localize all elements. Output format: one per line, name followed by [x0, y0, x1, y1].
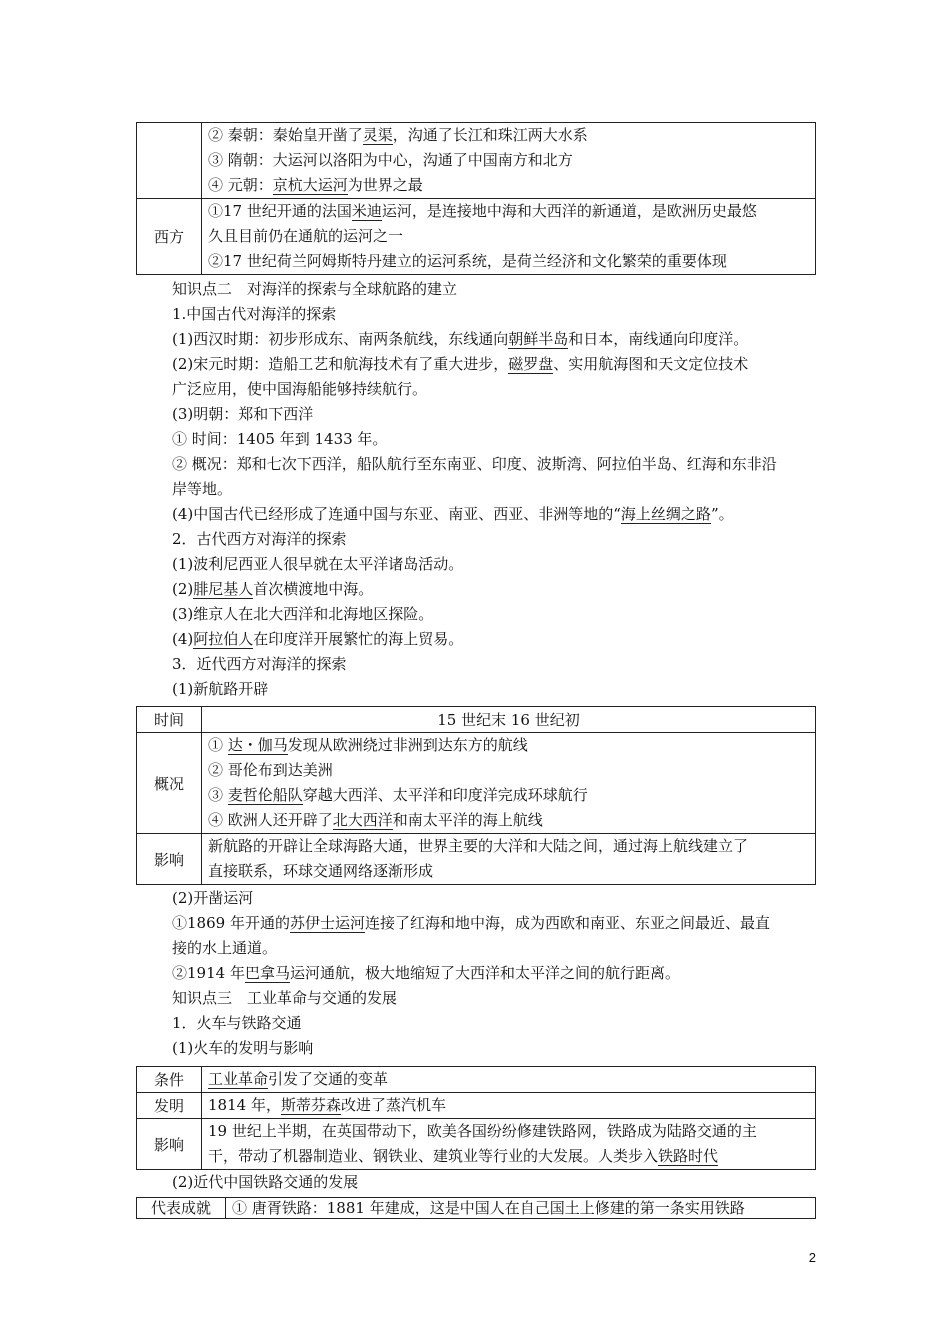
text-segment: (1)波利尼西亚人很早就在太平洋诸岛活动。	[172, 555, 464, 573]
section-2-intro	[136, 277, 816, 352]
text-segment: ③	[208, 786, 228, 804]
text-segment: ①1869 年开通的	[172, 914, 290, 932]
railway-row	[137, 1119, 816, 1170]
text-segment: 19 世纪上半期，在英国带动下，欧美各国纷纷修建铁路网，铁路成为陆路交通的主	[208, 1122, 757, 1140]
text-line	[136, 1011, 816, 1036]
achievements-table	[136, 1197, 816, 1219]
section-3-paragraphs	[136, 961, 816, 1061]
railway-row-label: 影响	[137, 1119, 202, 1170]
text-segment: 岸等地。	[172, 480, 233, 498]
text-segment: 在印度洋开展繁忙的海上贸易。	[253, 630, 464, 648]
text-line	[136, 936, 816, 961]
text-segment: 引发了交通的变革	[268, 1070, 389, 1088]
text-line	[136, 402, 816, 427]
maritime-west-paragraphs	[136, 502, 816, 702]
text-segment: 和南太平洋的海上航线	[392, 811, 543, 829]
underlined-key-term: 达・伽马	[227, 736, 288, 754]
text-segment: ② 秦朝：秦始皇开凿了	[208, 126, 363, 144]
underlined-key-term: 巴拿马	[244, 964, 290, 982]
underlined-key-term: 海上丝绸之路	[620, 505, 711, 523]
text-line	[136, 527, 816, 552]
new-routes-row-label: 概况	[137, 733, 202, 834]
text-line	[136, 911, 816, 936]
text-line	[208, 1093, 815, 1118]
underlined-key-term: 磁罗盘	[508, 355, 554, 373]
text-line	[208, 834, 815, 859]
text-line	[208, 1144, 815, 1169]
page-number: 2	[808, 1250, 816, 1265]
text-line	[136, 602, 816, 627]
china-railway-heading	[136, 1170, 816, 1195]
new-routes-row-label: 影响	[137, 834, 202, 885]
new-routes-table	[136, 706, 816, 885]
underlined-key-term: 铁路时代	[658, 1147, 719, 1165]
text-segment: 为世界之最	[347, 176, 423, 194]
railway-row	[137, 1067, 816, 1093]
text-segment: ②1914 年	[172, 964, 245, 982]
underlined-key-term: 麦哲伦船队	[227, 786, 303, 804]
text-segment: 1.中国古代对海洋的探索	[172, 305, 337, 323]
canal-row-label	[137, 123, 202, 199]
zhenghe-overview-paragraph	[136, 452, 816, 502]
text-segment: 1．火车与铁路交通	[172, 1014, 302, 1032]
text-line	[232, 1198, 815, 1218]
text-segment: ”。	[710, 505, 734, 523]
underlined-key-term: 斯蒂芬森	[280, 1096, 341, 1114]
text-segment: ②17 世纪荷兰阿姆斯特丹建立的运河系统，是荷兰经济和文化繁荣的重要体现	[208, 252, 727, 270]
suez-paragraph	[136, 911, 816, 961]
text-segment: ，沟通了长江和珠江两大水系	[392, 126, 588, 144]
text-line	[136, 377, 816, 402]
railway-row-label: 发明	[137, 1093, 202, 1119]
canal-row-west	[137, 199, 816, 275]
text-line	[136, 277, 816, 302]
text-segment: ② 哥伦布到达美洲	[208, 761, 333, 779]
new-routes-row-body	[202, 834, 816, 885]
text-segment: (2)近代中国铁路交通的发展	[172, 1173, 359, 1191]
text-segment: (3)明朝：郑和下西洋	[172, 405, 314, 423]
railway-row	[137, 1093, 816, 1119]
new-routes-head-value: 15 世纪末 16 世纪初	[202, 707, 816, 733]
text-line	[136, 652, 816, 677]
text-line	[136, 577, 816, 602]
text-segment: ③ 隋朝：大运河以洛阳为中心，沟通了中国南方和北方	[208, 151, 573, 169]
text-segment: (2)	[172, 580, 194, 598]
new-routes-row-body	[202, 733, 816, 834]
text-segment: 、实用航海图和天文定位技术	[553, 355, 749, 373]
text-segment: 直接联系，环球交通网络逐渐形成	[208, 862, 434, 880]
text-line	[208, 173, 815, 198]
text-segment: ①17 世纪开通的法国	[208, 202, 352, 220]
text-segment: (4)中国古代已经形成了连通中国与东亚、南亚、西亚、非洲等地的“	[172, 505, 621, 523]
text-segment: 2．古代西方对海洋的探索	[172, 530, 347, 548]
text-segment: 新航路的开辟让全球海路大通，世界主要的大洋和大陆之间，通过海上航线建立了	[208, 837, 749, 855]
text-segment: 穿越大西洋、太平洋和印度洋完成环球航行	[302, 786, 588, 804]
text-line	[208, 1119, 815, 1144]
text-segment: (2)开凿运河	[172, 889, 254, 907]
text-line	[136, 986, 816, 1011]
canal-row-label: 西方	[137, 199, 202, 275]
railway-row-body	[202, 1119, 816, 1170]
text-segment: 知识点二 对海洋的探索与全球航路的建立	[172, 280, 458, 298]
ming-paragraph	[136, 402, 816, 452]
text-segment: 干，带动了机器制造业、钢铁业、建筑业等行业的大发展。人类步入	[208, 1147, 659, 1165]
text-line	[136, 427, 816, 452]
text-line	[136, 677, 816, 702]
text-line	[208, 758, 815, 783]
text-line	[208, 123, 815, 148]
canal-row-body	[202, 199, 816, 275]
text-segment: (4)	[172, 630, 194, 648]
text-line	[208, 783, 815, 808]
underlined-key-term: 北大西洋	[332, 811, 393, 829]
new-routes-impact-row	[137, 834, 816, 885]
text-line	[208, 808, 815, 833]
text-segment: 接的水上通道。	[172, 939, 278, 957]
text-segment: 运河，是连接地中海和大西洋的新通道，是欧洲历史最悠	[381, 202, 757, 220]
text-line	[136, 502, 816, 527]
text-line	[136, 961, 816, 986]
text-line	[208, 148, 815, 173]
text-line	[136, 1036, 816, 1061]
text-segment: ④ 欧洲人还开辟了	[208, 811, 333, 829]
text-segment: 1814 年，	[208, 1096, 281, 1114]
text-line	[208, 1067, 815, 1092]
railway-row-body	[202, 1067, 816, 1093]
text-line	[208, 733, 815, 758]
canals-heading	[136, 886, 816, 911]
text-segment: ① 唐胥铁路：1881 年建成，这是中国人在自己国土上修建的第一条实用铁路	[232, 1199, 745, 1217]
underlined-key-term: 朝鲜半岛	[508, 330, 569, 348]
text-line	[136, 1170, 816, 1195]
canal-row-china	[137, 123, 816, 199]
underlined-key-term: 苏伊士运河	[289, 914, 365, 932]
railway-row-body	[202, 1093, 816, 1119]
new-routes-head-row	[137, 707, 816, 733]
text-segment: (3)维京人在北大西洋和北海地区探险。	[172, 605, 434, 623]
text-line	[136, 627, 816, 652]
text-segment: 3．近代西方对海洋的探索	[172, 655, 347, 673]
underlined-key-term: 米迪	[351, 202, 382, 220]
text-line	[136, 886, 816, 911]
text-segment: 广泛应用，使中国海船能够持续航行。	[172, 380, 428, 398]
text-segment: 改进了蒸汽机车	[340, 1096, 446, 1114]
text-segment: ①	[208, 736, 228, 754]
achievements-label: 代表成就	[137, 1198, 226, 1219]
canal-table	[136, 122, 816, 275]
canal-row-body	[202, 123, 816, 199]
achievements-row	[137, 1198, 816, 1219]
text-segment: ① 时间：1405 年到 1433 年。	[172, 430, 388, 448]
text-segment: (1)火车的发明与影响	[172, 1039, 314, 1057]
text-segment: ② 概况：郑和七次下西洋，船队航行至东南亚、印度、波斯湾、阿拉伯半岛、红海和东非沿	[172, 455, 777, 473]
underlined-key-term: 阿拉伯人	[193, 630, 254, 648]
text-segment: (1)新航路开辟	[172, 680, 269, 698]
underlined-key-term: 腓尼基人	[193, 580, 254, 598]
text-segment: 首次横渡地中海。	[253, 580, 374, 598]
achievements-body	[226, 1198, 816, 1219]
railway-row-label: 条件	[137, 1067, 202, 1093]
text-segment: 连接了红海和地中海，成为西欧和南亚、东亚之间最近、最直	[364, 914, 770, 932]
new-routes-head-label: 时间	[137, 707, 202, 733]
railway-table	[136, 1066, 816, 1170]
text-segment: (2)宋元时期：造船工艺和航海技术有了重大进步，	[172, 355, 509, 373]
text-line	[208, 859, 815, 884]
text-line	[136, 302, 816, 327]
text-segment: 运河通航，极大地缩短了大西洋和太平洋之间的航行距离。	[289, 964, 680, 982]
text-segment: 知识点三 工业革命与交通的发展	[172, 989, 398, 1007]
new-routes-overview-row	[137, 733, 816, 834]
text-segment: 久且目前仍在通航的运河之一	[208, 227, 404, 245]
underlined-key-term: 灵渠	[362, 126, 393, 144]
text-line	[208, 224, 815, 249]
text-line	[208, 199, 815, 224]
text-line	[136, 552, 816, 577]
underlined-key-term: 工业革命	[208, 1070, 269, 1088]
text-line	[136, 477, 816, 502]
text-segment: (1)西汉时期：初步形成东、南两条航线，东线通向	[172, 330, 509, 348]
text-line	[136, 327, 816, 352]
text-segment: ④ 元朝：	[208, 176, 273, 194]
text-line	[136, 452, 816, 477]
underlined-key-term: 京杭大运河	[272, 176, 348, 194]
text-segment: 发现从欧洲绕过非洲到达东方的航线	[287, 736, 528, 754]
song-yuan-paragraph	[136, 352, 816, 402]
text-line	[136, 352, 816, 377]
text-line	[208, 249, 815, 274]
text-segment: 和日本，南线通向印度洋。	[568, 330, 749, 348]
